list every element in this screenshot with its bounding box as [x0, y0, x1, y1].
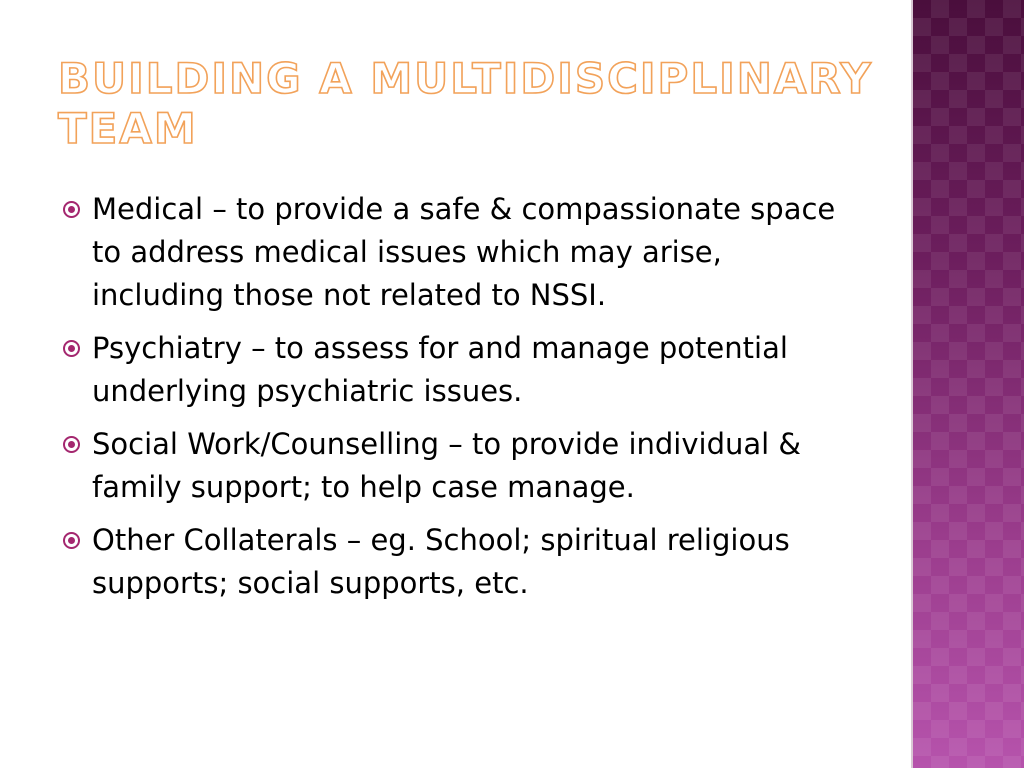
- bullet-text: Social Work/Counselling – to provide individual & family support; to help case manage.: [92, 427, 802, 504]
- bullet-list: [62, 188, 862, 615]
- bullet-item: [62, 519, 862, 605]
- bullet-text: Other Collaterals – eg. School; spiritual religious supports; social supports, etc.: [92, 523, 790, 600]
- bullet-item: [62, 188, 862, 317]
- circled-dot-bullet-icon: [63, 436, 80, 453]
- decorative-side-panel: [913, 0, 1024, 768]
- slide-title: BUILDING A MULTIDISCIPLINARY TEAM: [58, 54, 873, 153]
- circled-dot-bullet-icon: [63, 532, 80, 549]
- circled-dot-bullet-icon: [63, 201, 80, 218]
- bullet-text: Psychiatry – to assess for and manage potential underlying psychiatric issues.: [92, 331, 788, 408]
- bullet-text: Medical – to provide a safe & compassionate space to address medical issues which may arise, including those not related to NSSI.: [92, 192, 836, 312]
- circled-dot-bullet-icon: [63, 340, 80, 357]
- bullet-item: [62, 423, 862, 509]
- bullet-item: [62, 327, 862, 413]
